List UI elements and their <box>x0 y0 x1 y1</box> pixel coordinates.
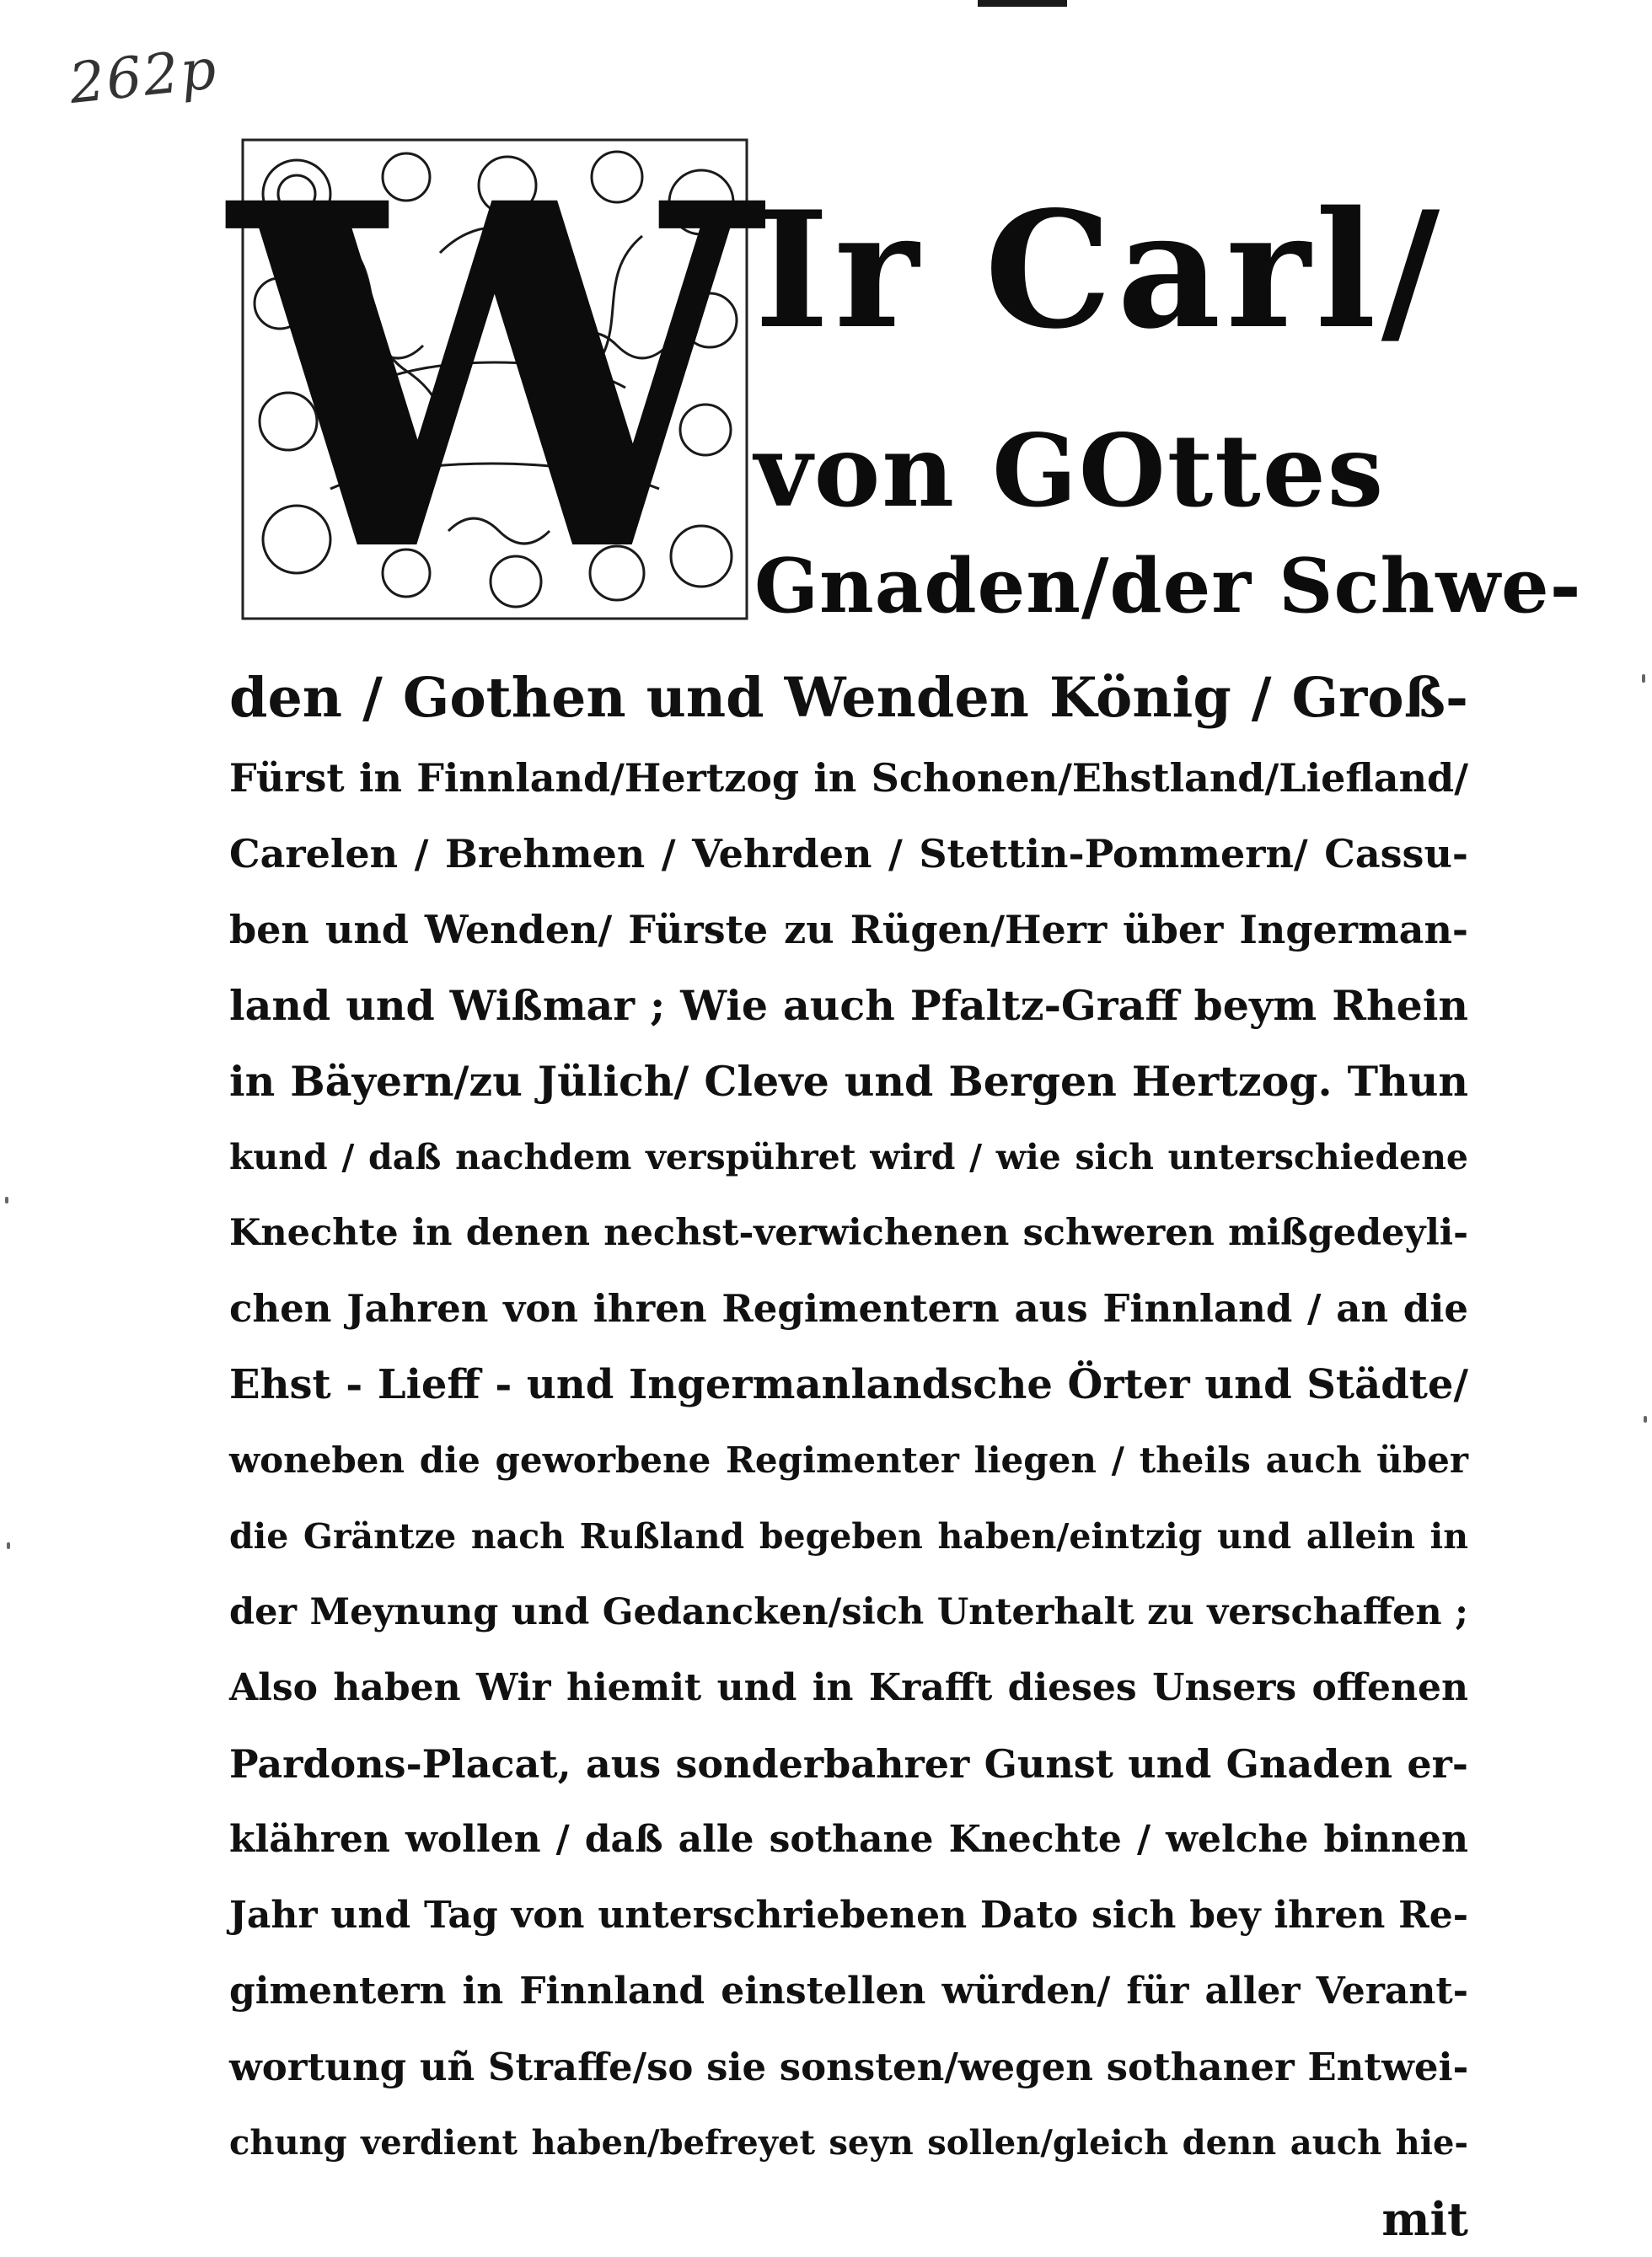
text-line: woneben die geworbene Regimenter liegen / theils auch über <box>229 1439 1468 1481</box>
text-line: Ehst - Lieff - und Ingermanlandsche Örter und Städte/ <box>229 1361 1468 1408</box>
text-line: land und Wißmar ; Wie auch Pfaltz-Graff beym Rhein <box>229 981 1468 1030</box>
heading-line-2: von GOttes <box>754 412 1386 529</box>
text-line: klähren wollen / daß alle sothane Knechte / welche binnen <box>229 1818 1468 1861</box>
text-line: wortung uñ Straffe/so sie sonsten/wegen sothaner Entwei- <box>229 2045 1469 2089</box>
edge-mark <box>1642 674 1645 683</box>
text-line: die Gräntze nach Rußland begeben haben/eintzig und allein in <box>229 1516 1468 1557</box>
text-line: chen Jahren von ihren Regimentern aus Finnland / an die <box>229 1286 1468 1331</box>
text-line: Jahr und Tag von unterschriebenen Dato sich bey ihren Re- <box>229 1894 1468 1937</box>
text-line: gimentern in Finnland einstellen würden/ für aller Verant- <box>229 1970 1468 2013</box>
decorated-initial <box>229 102 760 657</box>
text-line: Carelen / Brehmen / Vehrden / Stettin-Pommern/ Cassu- <box>229 831 1468 877</box>
top-rule <box>978 0 1067 7</box>
heading-line-3: Gnaden/der Schwe- <box>754 541 1582 630</box>
initial-letter: W <box>229 102 760 657</box>
text-line: Also haben Wir hiemit und in Krafft dieses Unsers offenen <box>229 1666 1468 1709</box>
text-line: kund / daß nachdem verspühret wird / wie sich unterschiedene <box>229 1137 1468 1177</box>
text-line: den / Gothen und Wenden König / Groß- <box>229 666 1468 730</box>
text-line: ben und Wenden/ Fürste zu Rügen/Herr über Ingerman- <box>229 907 1468 952</box>
manuscript-note: 262p <box>66 36 221 116</box>
text-line: Knechte in denen nechst-verwichenen schweren mißgedeyli- <box>229 1212 1468 1254</box>
edge-mark <box>5 1197 8 1204</box>
text-line: Fürst in Finnland/Hertzog in Schonen/Ehstland/Liefland/ <box>229 755 1468 801</box>
text-line: der Meynung und Gedancken/sich Unterhalt zu verschaffen ; <box>229 1591 1468 1633</box>
text-line: chung verdient haben/befreyet seyn sollen/gleich denn auch hie- <box>229 2123 1468 2163</box>
edge-mark <box>1644 1416 1647 1423</box>
text-line: in Bäyern/zu Jülich/ Cleve und Bergen Hertzog. Thun <box>229 1057 1468 1106</box>
text-line: Pardons-Placat, aus sonderbahrer Gunst und Gnaden er- <box>229 1741 1468 1787</box>
body-text <box>229 656 1468 2257</box>
text-line-catchword: mit <box>1381 2192 1468 2246</box>
heading-line-1: Ir Carl/ <box>754 176 1446 364</box>
edge-mark <box>7 1542 10 1549</box>
